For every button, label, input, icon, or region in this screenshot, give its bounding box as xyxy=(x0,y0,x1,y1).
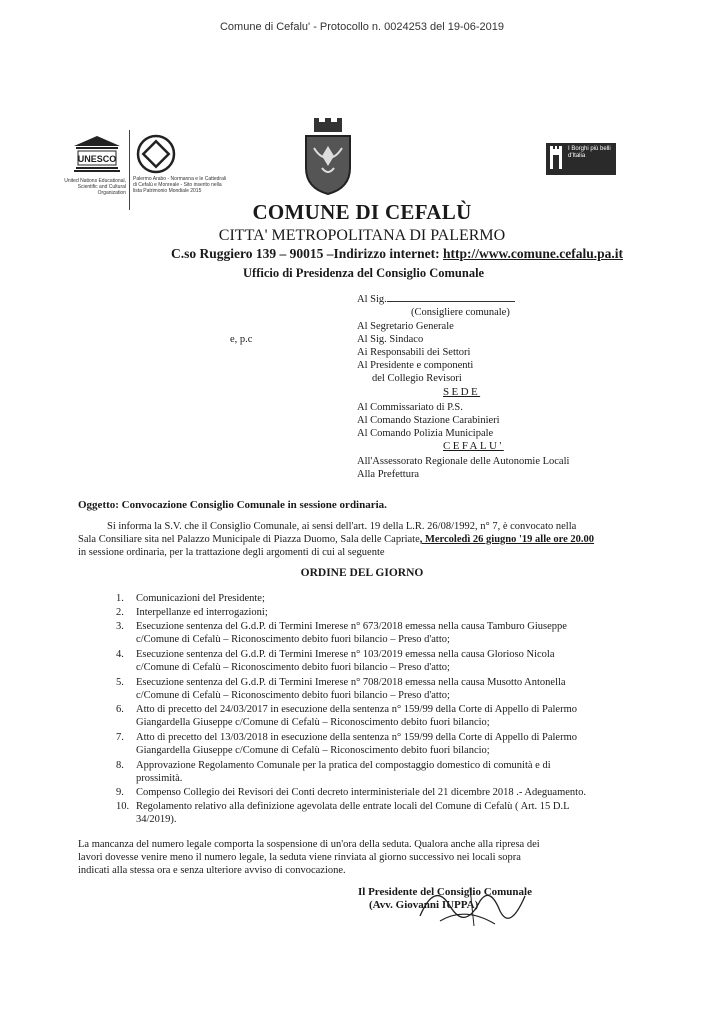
agenda-item-cont: prossimità. xyxy=(136,773,183,784)
address-line xyxy=(171,246,623,262)
agenda-num: 1. xyxy=(116,593,124,604)
name-blank xyxy=(387,291,515,302)
al-sig-label: Al Sig. xyxy=(357,294,387,305)
recipient: Al Commissariato di P.S. xyxy=(357,402,463,413)
website-link[interactable]: http://www.comune.cefalu.pa.it xyxy=(442,246,623,261)
cefalu-label: CEFALU' xyxy=(443,440,504,452)
recipient-list-3 xyxy=(357,455,569,481)
agenda-item-cont: 34/2019). xyxy=(136,814,177,825)
agenda-item xyxy=(116,648,554,662)
agenda-item xyxy=(116,731,577,745)
svg-text:UNESCO: UNESCO xyxy=(77,154,117,164)
agenda-item xyxy=(116,800,570,814)
meeting-date: , Mercoledì 26 giugno '19 alle ore 20.00 xyxy=(419,534,595,545)
agenda-text: Comunicazioni del Presidente; xyxy=(136,593,265,604)
agenda-item-cont: Giangardella Giuseppe c/Comune di Cefalù – Riconoscimento debito fuori bilancio; xyxy=(136,717,490,728)
agenda-item xyxy=(116,786,586,800)
agenda-item xyxy=(116,676,566,690)
agenda-text: Interpellanze ed interrogazioni; xyxy=(136,607,268,618)
agenda-num: 3. xyxy=(116,621,124,632)
agenda-item-cont: c/Comune di Cefalù – Riconoscimento debito fuori bilancio – Preso d'atto; xyxy=(136,662,450,673)
signer-role: Il Presidente del Consiglio Comunale xyxy=(358,886,532,898)
signer-name: (Avv. Giovanni IUPPA) xyxy=(369,899,479,911)
municipality-title: COMUNE DI CEFALÙ xyxy=(252,200,472,224)
agenda-item xyxy=(116,620,567,634)
recipient: Alla Prefettura xyxy=(357,469,420,480)
intro-line-1: Si informa la S.V. che il Consiglio Comunale, ai sensi dell'art. 19 della L.R. 26/08/1992, n° 7, è convocato nella xyxy=(107,521,577,532)
agenda-num: 9. xyxy=(116,787,124,798)
agenda-num: 10. xyxy=(116,801,130,812)
world-heritage-icon xyxy=(136,134,176,174)
recipient-list-1 xyxy=(357,320,473,385)
agenda-item xyxy=(116,592,265,606)
agenda-title: ORDINE DEL GIORNO xyxy=(300,567,424,579)
sede-label: SEDE xyxy=(443,386,481,398)
recipient: Al Sig. Sindaco xyxy=(357,334,424,345)
agenda-item-cont: c/Comune di Cefalù – Riconoscimento debito fuori bilancio – Preso d'atto; xyxy=(136,634,450,645)
agenda-num: 6. xyxy=(116,704,124,715)
unesco-caption: United Nations Educational, Scientific and Cultural Organization xyxy=(64,178,126,196)
agenda-text: Regolamento relativo alla definizione agevolata delle entrate locali del Comune di Cefalù ( Art. 15 D.L xyxy=(136,801,570,812)
agenda-text: Atto di precetto del 24/03/2017 in esecuzione della sentenza n° 159/99 della Corte di Appello di Palermo xyxy=(136,704,578,715)
agenda-text: Atto di precetto del 13/03/2018 in esecuzione della sentenza n° 159/99 della Corte di Appello di Palermo xyxy=(136,732,578,743)
closing-line-1: La mancanza del numero legale comporta la sospensione di un'ora della seduta. Qualora anche alla ripresa dei xyxy=(78,839,540,850)
agenda-text: Esecuzione sentenza del G.d.P. di Termini Imerese n° 103/2019 emessa nella causa Glorioso Nicola xyxy=(136,649,555,660)
recipient: All'Assessorato Regionale delle Autonomie Locali xyxy=(357,456,570,467)
handwritten-signature-icon xyxy=(410,876,540,936)
borghi-caption: I Borghi più belli d'Italia xyxy=(568,146,611,159)
unesco-logo-icon xyxy=(72,134,122,174)
agenda-item xyxy=(116,606,268,620)
agenda-num: 8. xyxy=(116,760,124,771)
recipient: Al Comando Stazione Carabinieri xyxy=(357,415,500,426)
recipient-al-sig xyxy=(357,291,515,306)
office-name: Ufficio di Presidenza del Consiglio Comunale xyxy=(243,266,485,280)
agenda-text: Compenso Collegio dei Revisori dei Conti decreto interministeriale del 21 dicembre 2018 .- Adeguamento. xyxy=(136,787,586,798)
recipient-list-2 xyxy=(357,401,500,440)
agenda-num: 2. xyxy=(116,607,124,618)
metropolitan-city: CITTA' METROPOLITANA DI PALERMO xyxy=(218,227,506,244)
address-text: C.so Ruggiero 139 – 90015 –Indirizzo internet: xyxy=(171,246,443,261)
recipient: Al Presidente e componenti xyxy=(357,360,474,371)
agenda-num: 5. xyxy=(116,677,124,688)
agenda-text: Esecuzione sentenza del G.d.P. di Termini Imerese n° 673/2018 emessa nella causa Tamburo Giuseppe xyxy=(136,621,567,632)
city-crest-icon xyxy=(300,118,356,196)
recipient-consigliere: (Consigliere comunale) xyxy=(411,307,510,318)
intro-location: Sala Consiliare sita nel Palazzo Municipale di Piazza Duomo, Sala delle Capriate xyxy=(78,534,420,545)
agenda-item xyxy=(116,759,551,773)
epc-label: e, p.c xyxy=(230,334,253,345)
agenda-text: Approvazione Regolamento Comunale per la pratica del compostaggio domestico di comunità e di xyxy=(136,760,551,771)
subject-line: Oggetto: Convocazione Consiglio Comunale in sessione ordinaria. xyxy=(78,499,387,511)
agenda-item-cont: Giangardella Giuseppe c/Comune di Cefalù – Riconoscimento debito fuori bilancio; xyxy=(136,745,490,756)
recipient: Al Segretario Generale xyxy=(357,321,454,332)
recipient: Ai Responsabili dei Settori xyxy=(357,347,471,358)
logo-divider xyxy=(129,130,130,210)
protocol-line: Comune di Cefalu' - Protocollo n. 0024253 del 19-06-2019 xyxy=(219,21,504,33)
agenda-text: Esecuzione sentenza del G.d.P. di Termini Imerese n° 708/2018 emessa nella causa Musotto Antonella xyxy=(136,677,566,688)
intro-line-2 xyxy=(78,533,594,546)
intro-line-3: in sessione ordinaria, per la trattazione degli argomenti di cui al seguente xyxy=(78,547,385,558)
recipient: Al Comando Polizia Municipale xyxy=(357,428,494,439)
agenda-num: 4. xyxy=(116,649,124,660)
heritage-caption: Palermo Arabo - Normanna e le Cattedrali di Cefalù e Monreale - Sito inserito nella lista Patrimonio Mondiale 2015 xyxy=(133,176,227,194)
agenda-item-cont: c/Comune di Cefalù – Riconoscimento debito fuori bilancio – Preso d'atto; xyxy=(136,690,450,701)
recipient: del Collegio Revisori xyxy=(372,373,462,384)
closing-line-2: lavori dovesse venire meno il numero legale, la seduta viene rinviata al giorno successivo nei locali sopra xyxy=(78,852,521,863)
agenda-item xyxy=(116,703,577,717)
closing-line-3: indicati alla stessa ora e senza ulteriore avviso di convocazione. xyxy=(78,865,346,876)
agenda-num: 7. xyxy=(116,732,124,743)
